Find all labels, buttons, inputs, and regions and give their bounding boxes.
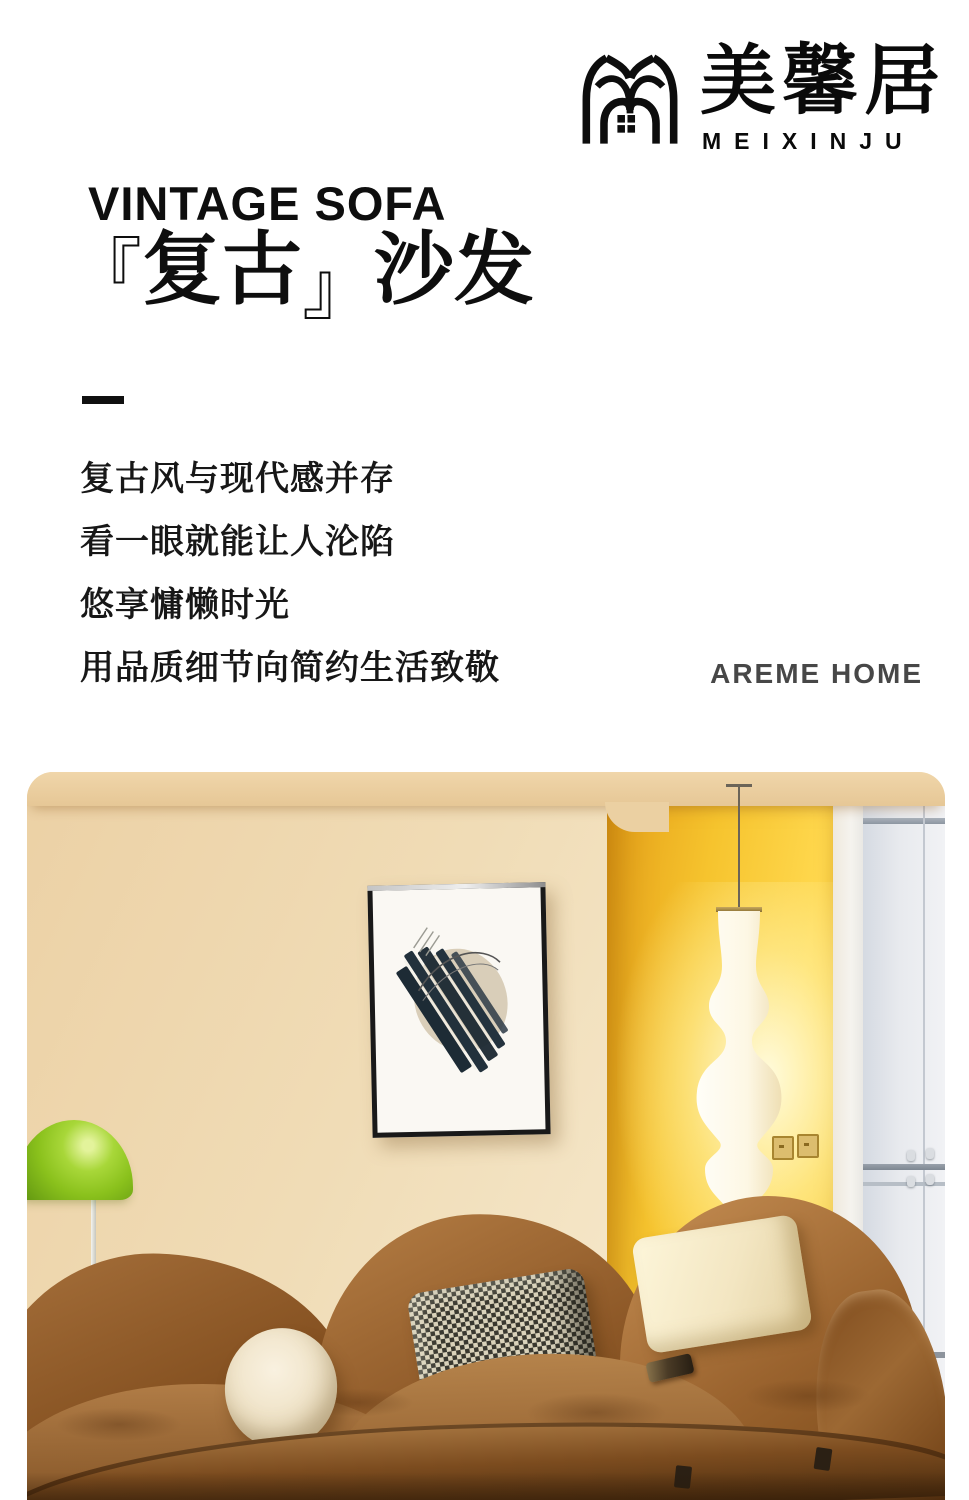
bracket-open: 『 xyxy=(70,233,143,313)
wardrobe-rail xyxy=(863,1164,945,1170)
wardrobe-knob xyxy=(926,1148,934,1159)
title-english: VINTAGE SOFA xyxy=(88,177,447,230)
divider-bar xyxy=(82,396,124,404)
title-rest: 沙发 xyxy=(374,225,535,314)
green-floor-lamp xyxy=(27,1120,133,1200)
wardrobe-knob xyxy=(907,1176,915,1187)
tagline-line: 悠享慵懒时光 xyxy=(80,586,290,624)
pendant-lamp-icon xyxy=(691,911,787,1241)
ceiling-bulkhead xyxy=(27,772,945,806)
wardrobe-rail xyxy=(863,818,945,824)
sofa-leg xyxy=(814,1447,833,1471)
brand-name-cn: 美馨居 xyxy=(700,39,946,124)
tagline-list xyxy=(80,448,500,700)
wall-art-frame xyxy=(367,882,550,1138)
tagline-line: 用品质细节向简约生活致敬 xyxy=(80,649,500,687)
bracket-close: 』 xyxy=(302,249,375,329)
light-switch xyxy=(797,1134,819,1158)
brand-logo-icon xyxy=(567,38,693,166)
abstract-art xyxy=(387,904,531,1107)
watermark-text: AREME HOME xyxy=(710,658,923,689)
product-photo xyxy=(27,772,945,1500)
brand-name-en: MEIXINJU xyxy=(702,128,915,154)
wardrobe-knob xyxy=(907,1150,915,1161)
pendant-rod xyxy=(738,786,740,910)
title-emphasis: 复古 xyxy=(142,225,303,314)
wardrobe-knob xyxy=(926,1174,934,1185)
tagline-line: 看一眼就能让人沦陷 xyxy=(80,523,395,561)
title-chinese xyxy=(70,225,535,329)
tagline-line: 复古风与现代感并存 xyxy=(80,460,395,498)
sofa-shadow xyxy=(27,1472,945,1500)
